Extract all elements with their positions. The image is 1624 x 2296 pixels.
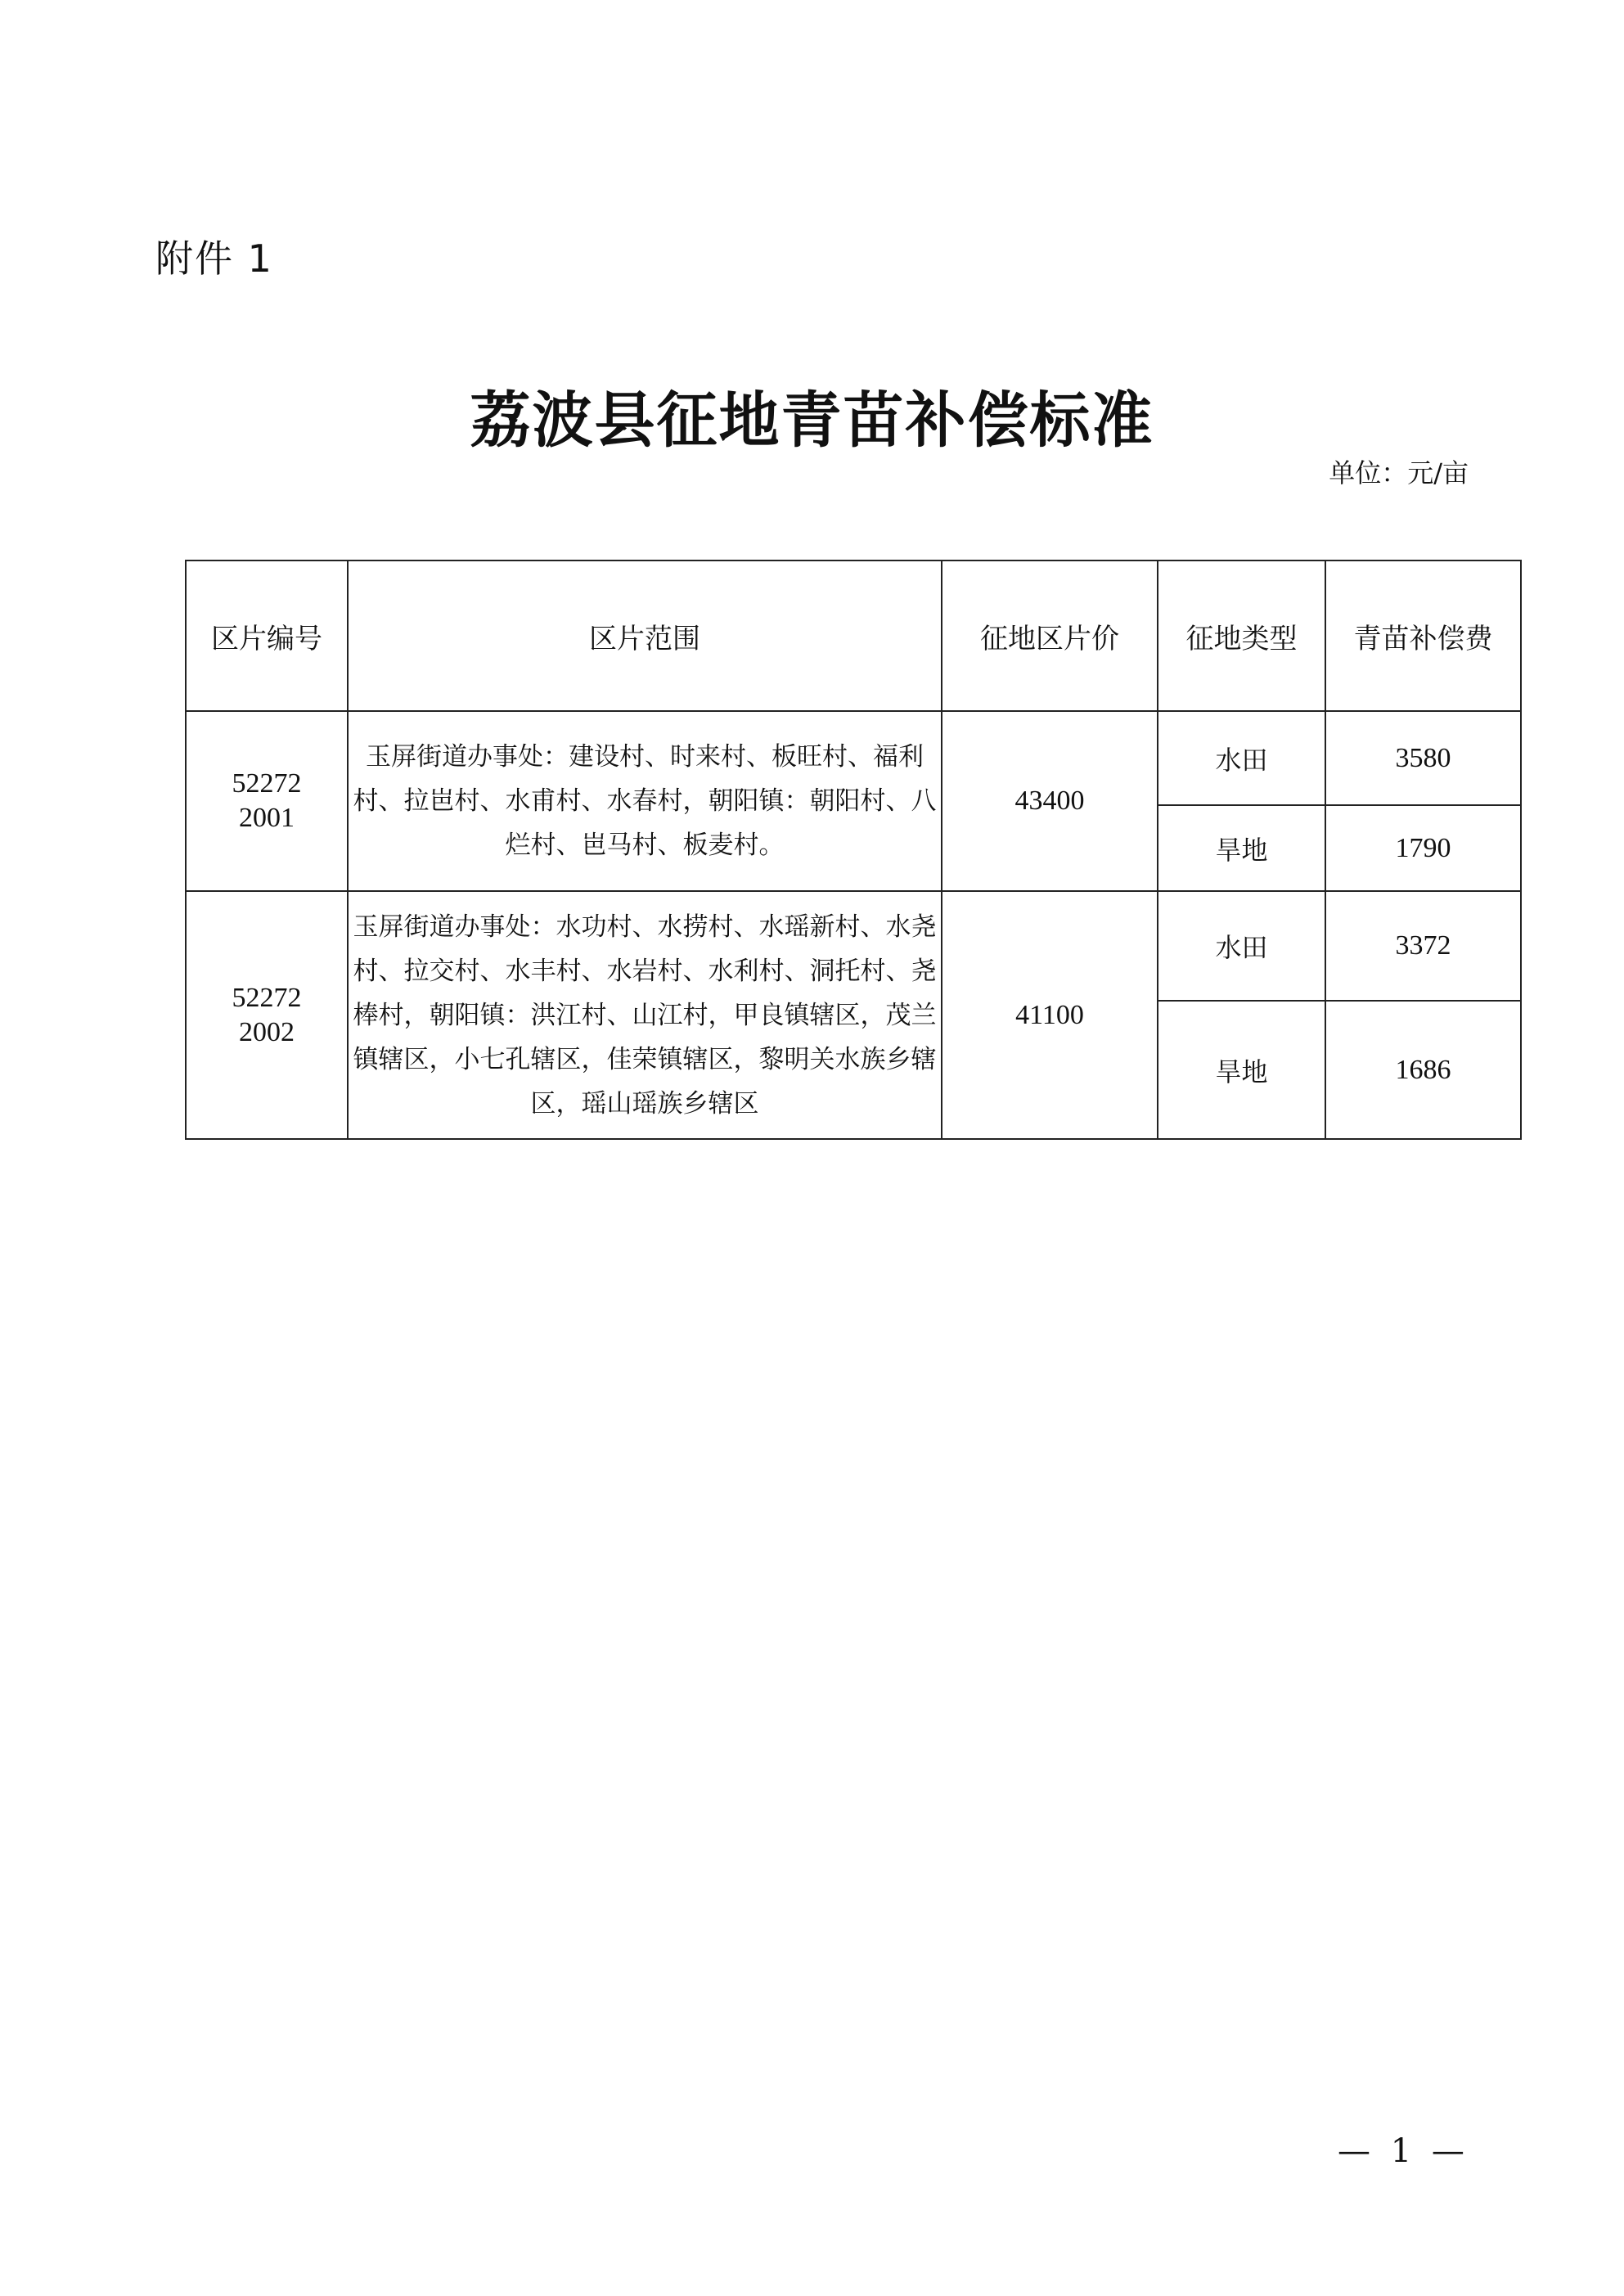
crop-fee-cell: 1790 <box>1325 805 1521 891</box>
land-type-cell: 旱地 <box>1158 1001 1325 1139</box>
zone-price-cell: 41100 <box>942 891 1158 1139</box>
header-zone-scope: 区片范围 <box>348 560 942 711</box>
zone-code-line1: 52272 <box>232 768 302 799</box>
zone-code-cell <box>186 711 348 891</box>
header-land-type: 征地类型 <box>1158 560 1325 711</box>
document-title: 荔波县征地青苗补偿标准 <box>470 385 1154 456</box>
table-row <box>186 891 1521 1001</box>
crop-fee-cell: 1686 <box>1325 1001 1521 1139</box>
header-zone-price: 征地区片价 <box>942 560 1158 711</box>
zone-price-cell: 43400 <box>942 711 1158 891</box>
zone-code-line2: 2001 <box>239 803 295 833</box>
zone-scope-cell: 玉屏街道办事处：水功村、水捞村、水瑶新村、水尧村、拉交村、水丰村、水岩村、水利村、洞托村、尧棒村，朝阳镇：洪江村、山江村，甲良镇辖区，茂兰镇辖区，小七孔辖区，佳荣镇辖区，黎明关水族乡辖区，瑶山瑶族乡辖区 <box>348 891 942 1139</box>
land-type-cell: 水田 <box>1158 711 1325 805</box>
header-crop-fee: 青苗补偿费 <box>1325 560 1521 711</box>
zone-code-line2: 2002 <box>239 1016 295 1047</box>
land-type-cell: 水田 <box>1158 891 1325 1001</box>
zone-scope-cell: 玉屏街道办事处：建设村、时来村、板旺村、福利村、拉岜村、水甫村、水春村，朝阳镇：朝阳村、八烂村、岜马村、板麦村。 <box>348 711 942 891</box>
page-number: — 1 — <box>1338 2132 1469 2170</box>
crop-fee-cell: 3372 <box>1325 891 1521 1001</box>
table-header-row <box>186 560 1521 711</box>
crop-fee-cell: 3580 <box>1325 711 1521 805</box>
header-zone-code: 区片编号 <box>186 560 348 711</box>
table-row <box>186 711 1521 805</box>
unit-label: 单位：元/亩 <box>1329 457 1469 488</box>
zone-code-cell <box>186 891 348 1139</box>
zone-code-line1: 52272 <box>232 982 302 1013</box>
land-type-cell: 旱地 <box>1158 805 1325 891</box>
attachment-label: 附件 1 <box>155 236 273 281</box>
compensation-table <box>185 560 1522 1140</box>
